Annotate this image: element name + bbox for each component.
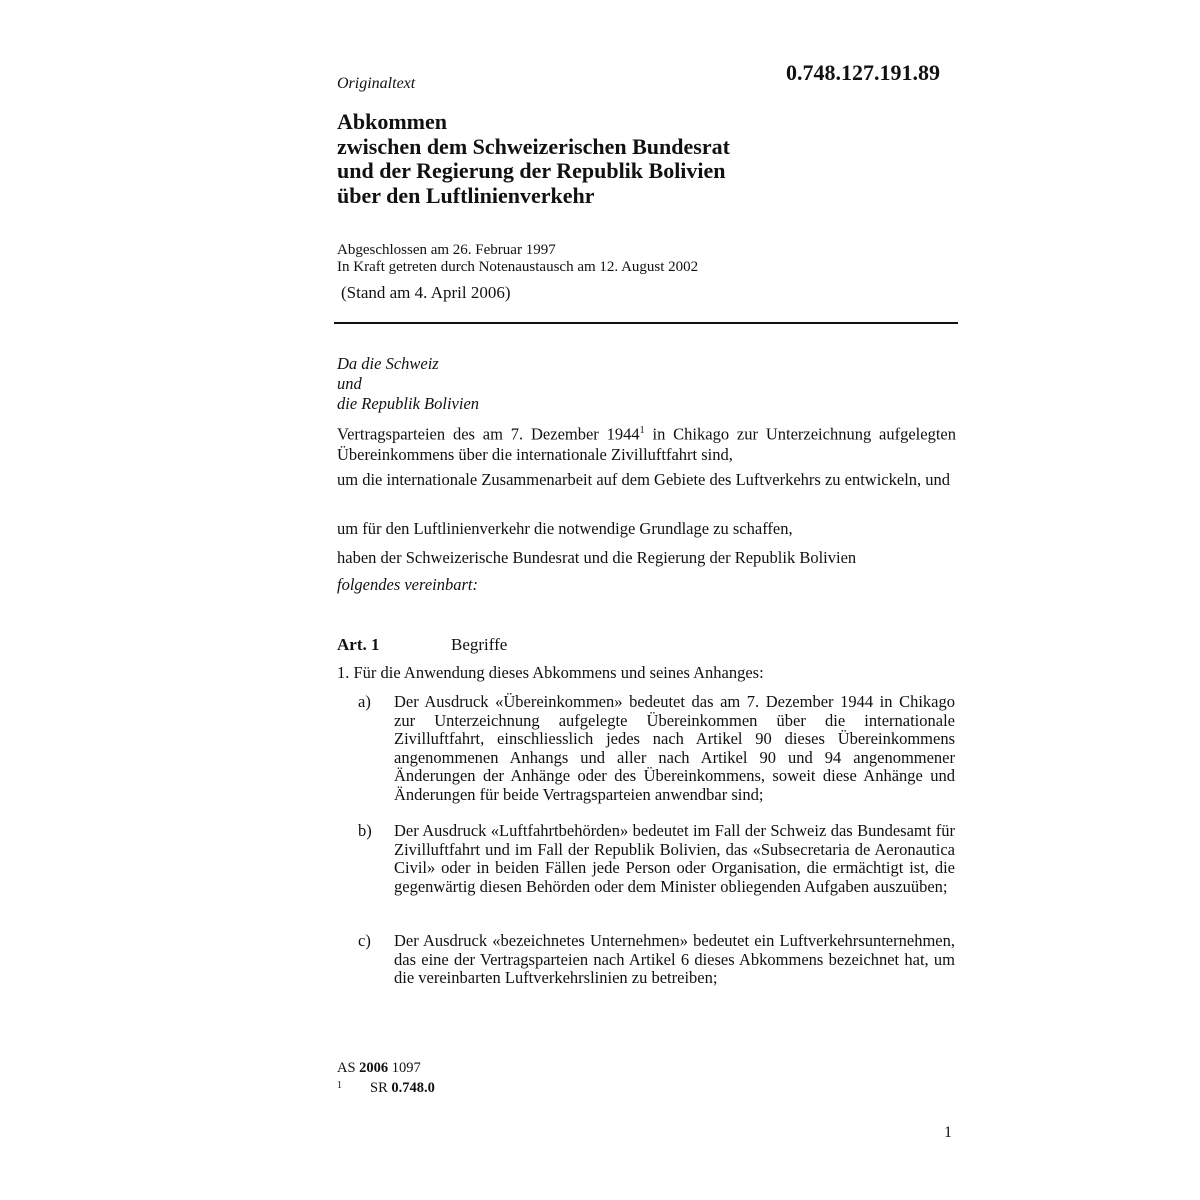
item-a-label: a) [358,692,371,711]
item-c-label: c) [358,931,371,950]
as-page: 1097 [388,1060,421,1076]
document-title [337,110,730,208]
article-title: Begriffe [451,635,508,654]
document-meta [337,242,698,276]
article-1-heading [337,635,507,655]
article-1-intro: 1. Für die Anwendung dieses Abkommens und seines Anhanges: [337,663,764,682]
preamble-party-1: Da die Schweiz [337,354,439,373]
title-line-4: über den Luftlinienverkehr [337,182,595,208]
preamble-paragraph-1-end: in Chikago zur Unterzeichnung aufgelegten Übereinkommens über die internationale Zivilluftfahrt sind, [337,424,956,464]
preamble-paragraph-2: um die internationale Zusammenarbeit auf dem Gebiete des Luftverkehrs zu entwickeln, und [337,470,951,489]
article-number: Art. 1 [337,635,380,654]
sr-number: 0.748.127.191.89 [786,60,940,85]
title-line-2: zwischen dem Schweizerischen Bundesrat [337,133,730,159]
preamble-paragraph-5: folgendes vereinbart: [337,575,478,594]
preamble-paragraph-1 [337,421,956,465]
preamble [337,354,956,414]
page-number: 1 [944,1124,952,1141]
as-year: 2006 [359,1060,389,1076]
preamble-und: und [337,374,362,393]
footnote-1 [337,1080,435,1097]
header-divider [334,322,958,324]
item-a-text: Der Ausdruck «Übereinkommen» bedeutet das am 7. Dezember 1944 in Chikago zur Unterzeichnung aufgelegte Übereinkommen über die internationale Zivilluftfahrt, einschliesslich jedes nach Artikel 90 dieses Übereinkommens angenommenen Anhangs und aller nach Artikel 90 und 94 angenommener Änderungen der Anhänge oder des Übereinkommens, soweit diese Anhänge und Änderungen für beide Vertragsparteien anwendbar sind; [394,692,955,804]
footnote-ref-1[interactable]: 1 [639,425,645,436]
preamble-paragraph-4: haben der Schweizerische Bundesrat und die Regierung der Republik Bolivien [337,548,857,567]
footnote-sr-prefix: SR [370,1080,392,1096]
in-force-date: In Kraft getreten durch Notenaustausch am 12. August 2002 [337,259,699,275]
footnote-sr-value: 0.748.0 [391,1080,435,1096]
item-b-text: Der Ausdruck «Luftfahrtbehörden» bedeutet im Fall der Schweiz das Bundesamt für Zivilluftfahrt und im Fall der Republik Bolivien, das «Subsecretaria de Aeronautica Civil» oder in beiden Fällen jede Person oder Organisation, die ermächtigt ist, die gegenwärtig diesen Behörden oder dem Minister obliegenden Aufgaben auszuüben; [394,821,955,896]
preamble-paragraph-1-start: Vertragsparteien des am 7. Dezember 1944 [337,424,640,444]
stand-date: (Stand am 4. April 2006) [341,283,511,302]
preamble-party-2: die Republik Bolivien [337,394,480,413]
title-line-3: und der Regierung der Republik Bolivien [337,158,726,183]
originaltext-label: Originaltext [337,75,416,92]
item-b-label: b) [358,821,372,840]
concluded-date: Abgeschlossen am 26. Februar 1997 [337,242,556,258]
preamble-paragraph-3: um für den Luftlinienverkehr die notwendige Grundlage zu schaffen, [337,519,793,538]
item-c-text: Der Ausdruck «bezeichnetes Unternehmen» bedeutet ein Luftverkehrsunternehmen, das eine der Vertragsparteien nach Artikel 6 dieses Abkommens bezeichnet hat, um die vereinbarten Luftverkehrslinien zu betreiben; [394,931,955,988]
title-line-1: Abkommen [337,109,448,134]
as-reference [337,1060,421,1077]
as-prefix: AS [337,1060,360,1076]
footnote-mark: 1 [337,1080,342,1091]
